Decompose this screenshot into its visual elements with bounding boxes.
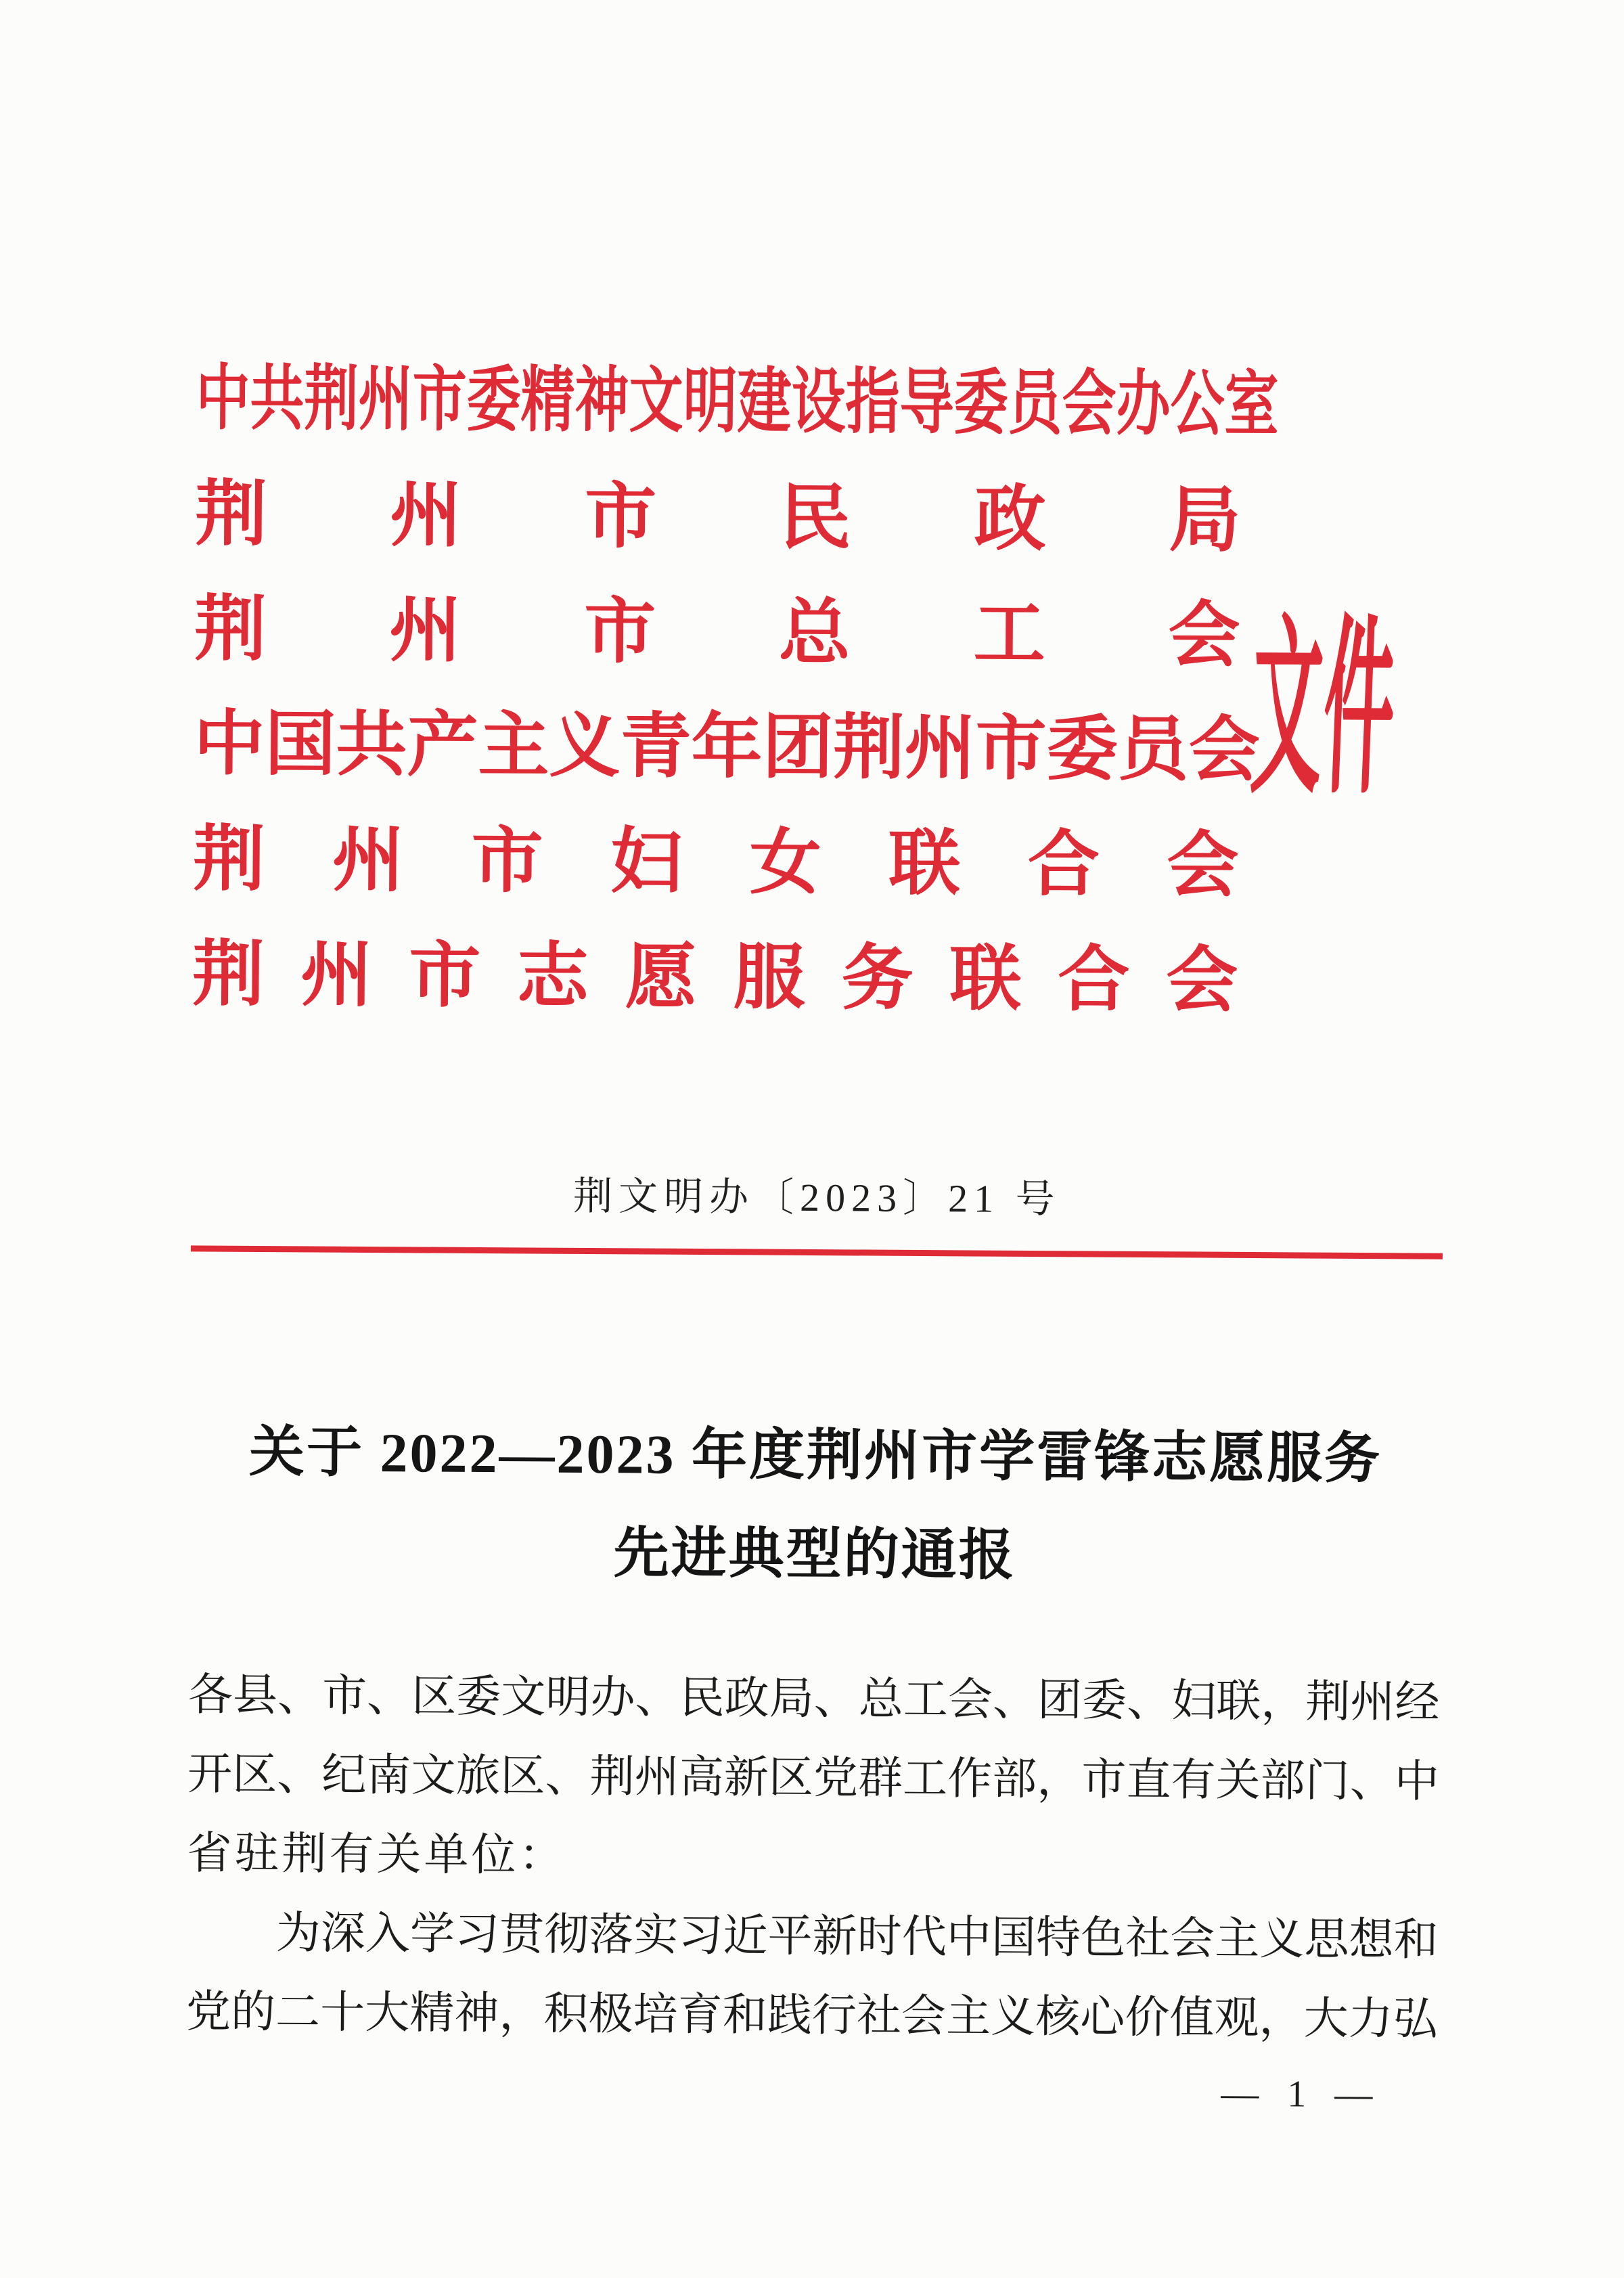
page-number: — 1 — — [1221, 2072, 1382, 2116]
document-title — [182, 1402, 1449, 1607]
org-line-volunteer-service-federation: 荆 州 市 志 愿 服 务 联 合 会 — [192, 935, 1238, 1021]
body-line-paragraph-2: 党 的 二 十 大 精 神 ， 积 极 培 育 和 践 行 社 会 主 义 核 心 价 值 观 ， 大 力 弘 — [185, 1987, 1438, 2045]
body-line-paragraph-1: 为 深 入 学 习 贯 彻 落 实 习 近 平 新 时 代 中 国 特 色 社 会 主 义 思 想 和 — [275, 1908, 1439, 1965]
document-body — [186, 1655, 1441, 2059]
org-line-federation-trade-unions: 荆 州 市 总 工 会 — [194, 589, 1240, 675]
doc-number: 荆文明办〔2023〕21 号 — [572, 1174, 1061, 1222]
org-line-civilization-office: 中 共 荆 州 市 委 精 神 文 明 建 设 指 导 委 员 会 办 公 室 — [196, 359, 1279, 445]
body-line-addressees-3: 省驻荆有关单位： — [187, 1829, 566, 1881]
title-line-1: 关于 2022—2023 年度荆州市学雷锋志愿服务 — [248, 1421, 1382, 1490]
doc-type-label: 文件 — [1248, 604, 1400, 818]
body-line-addressees-2: 开 区 、 纪 南 文 旅 区 、 荆 州 高 新 区 党 群 工 作 部 ， 市 直 有 关 部 门 、 中 — [187, 1749, 1440, 1807]
org-line-womens-federation: 荆 州 市 妇 女 联 合 会 — [193, 820, 1239, 906]
red-divider-rule — [191, 1245, 1443, 1259]
title-line-2: 先进典型的通报 — [613, 1522, 1016, 1586]
org-line-communist-youth-league: 中 国 共 产 主 义 青 年 团 荆 州 市 委 员 会 — [194, 704, 1261, 790]
org-line-civil-affairs-bureau: 荆 州 市 民 政 局 — [195, 474, 1241, 560]
body-line-addressees-1: 各 县 、 市 、 区 委 文 明 办 、 民 政 局 、 总 工 会 、 团 委 、 妇 联 ， 荆 州 经 — [187, 1670, 1440, 1728]
letterhead-org-block — [192, 359, 1279, 1058]
